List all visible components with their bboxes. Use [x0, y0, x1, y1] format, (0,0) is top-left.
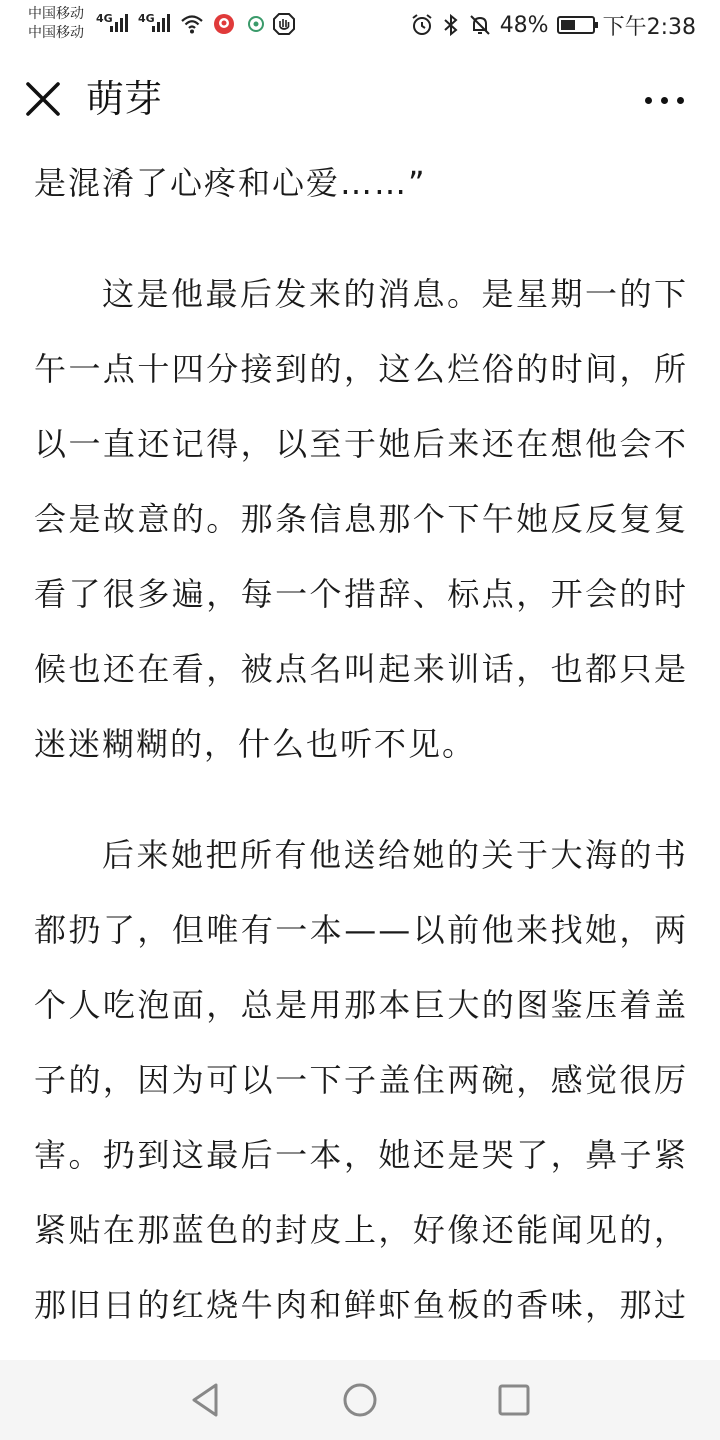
- app-notification-icon: [212, 12, 236, 36]
- alarm-icon: [410, 13, 434, 37]
- network-type-2: 4G: [138, 12, 155, 25]
- page-title: 萌芽: [86, 77, 163, 121]
- more-options-icon[interactable]: [632, 90, 684, 110]
- battery-percent: 48%: [499, 12, 549, 38]
- signal-icon-2: [152, 14, 170, 32]
- network-type-1: 4G: [96, 12, 113, 25]
- battery-fill: [561, 20, 575, 30]
- mute-bell-icon: [468, 13, 492, 37]
- paragraph-1: 是混淆了心疼和心爱……”: [34, 164, 427, 202]
- status-bar: [0, 0, 720, 50]
- article-body: [34, 146, 688, 1360]
- mobile-app-icon: [244, 12, 268, 36]
- carrier-2: 中国移动: [28, 25, 84, 41]
- paragraph-3: 后来她把所有他送给她的关于大海的书都扔了，但唯有一本——以前他来找她，两个人吃泡面，总是用那本巨大的图鉴压着盖子的，因为可以一下子盖住两碗，感觉很厉害。扔到这最后一本，她还是哭了，鼻子紧紧贴在那蓝色的封皮上，好像还能闻见的，那旧日的红烧牛肉和鲜虾鱼板的香味，那过: [34, 836, 688, 1324]
- carrier-labels: [28, 5, 84, 43]
- close-icon[interactable]: [22, 78, 64, 120]
- app-bar: [0, 50, 720, 150]
- clock: 下午2:38: [602, 14, 696, 40]
- wifi-icon: [180, 12, 204, 36]
- bluetooth-icon: [442, 13, 460, 37]
- hand-icon: [272, 12, 296, 36]
- battery-icon: [557, 16, 595, 34]
- back-triangle-icon[interactable]: [186, 1380, 226, 1420]
- home-circle-icon[interactable]: [340, 1380, 380, 1420]
- paragraph-2: 这是他最后发来的消息。是星期一的下午一点十四分接到的，这么烂俗的时间，所以一直还记得，以至于她后来还在想他会不会是故意的。那条信息那个下午她反反复复看了很多遍，每一个措辞、标点，开会的时候也还在看，被点名叫起来训话，也都只是迷迷糊糊的，什么也听不见。: [34, 275, 688, 763]
- system-nav-bar: [0, 1360, 720, 1440]
- signal-icon: [110, 14, 128, 32]
- system-status: [410, 10, 696, 40]
- recents-square-icon[interactable]: [494, 1380, 534, 1420]
- carrier-1: 中国移动: [28, 6, 84, 22]
